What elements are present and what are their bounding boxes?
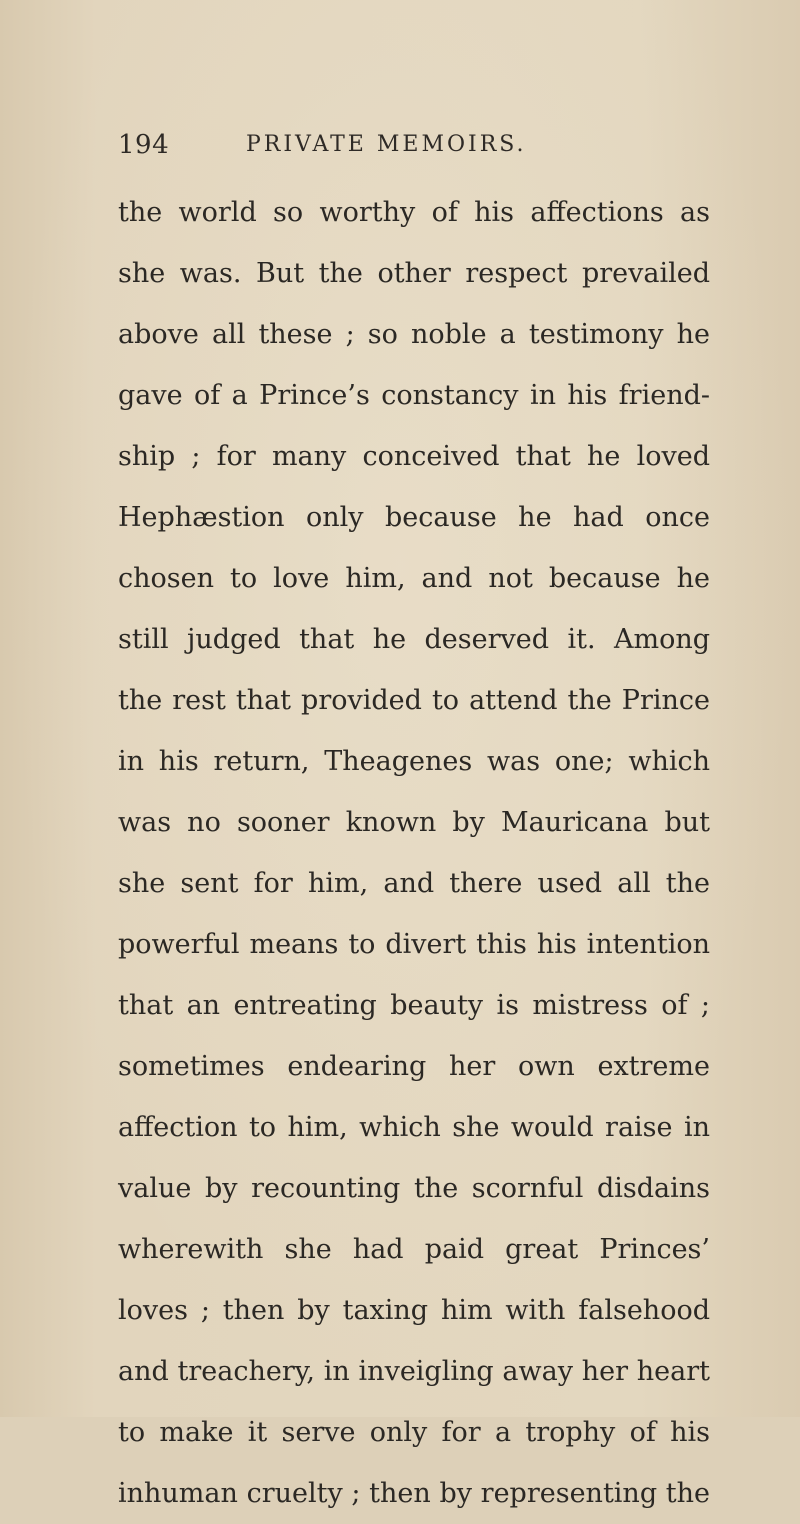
text-line: was no sooner known by Mauricana but: [118, 807, 710, 838]
text-line: gave of a Prince’s constancy in his friend-: [118, 380, 710, 411]
text-line: Hephæstion only because he had once: [118, 502, 710, 533]
text-line: loves ; then by taxing him with falsehood: [118, 1295, 710, 1326]
text-line: value by recounting the scornful disdains: [118, 1173, 710, 1204]
text-line: inhuman cruelty ; then by representing the: [118, 1478, 710, 1509]
text-line: chosen to love him, and not because he: [118, 563, 710, 594]
text-line: powerful means to divert this his intention: [118, 929, 710, 960]
text-line: the rest that provided to attend the Prince: [118, 685, 710, 716]
text-line: the world so worthy of his affections as: [118, 197, 710, 228]
text-line: in his return, Theagenes was one; which: [118, 746, 710, 777]
text-line: ship ; for many conceived that he loved: [118, 441, 710, 472]
text-line: wherewith she had paid great Princes’: [118, 1234, 710, 1265]
text-line: sometimes endearing her own extreme: [118, 1051, 710, 1082]
text-line: she sent for him, and there used all the: [118, 868, 710, 899]
text-line: she was. But the other respect prevailed: [118, 258, 710, 289]
text-line: and treachery, in inveigling away her heart: [118, 1356, 710, 1387]
running-head: PRIVATE MEMOIRS.: [246, 132, 527, 157]
text-line: affection to him, which she would raise in: [118, 1112, 710, 1143]
text-line: still judged that he deserved it. Among: [118, 624, 710, 655]
page-number: 194: [118, 130, 170, 160]
page-header: [118, 130, 718, 170]
text-line: that an entreating beauty is mistress of ;: [118, 990, 710, 1021]
body-text: [118, 182, 710, 1524]
text-line: above all these ; so noble a testimony he: [118, 319, 710, 350]
text-line: to make it serve only for a trophy of his: [118, 1417, 710, 1448]
